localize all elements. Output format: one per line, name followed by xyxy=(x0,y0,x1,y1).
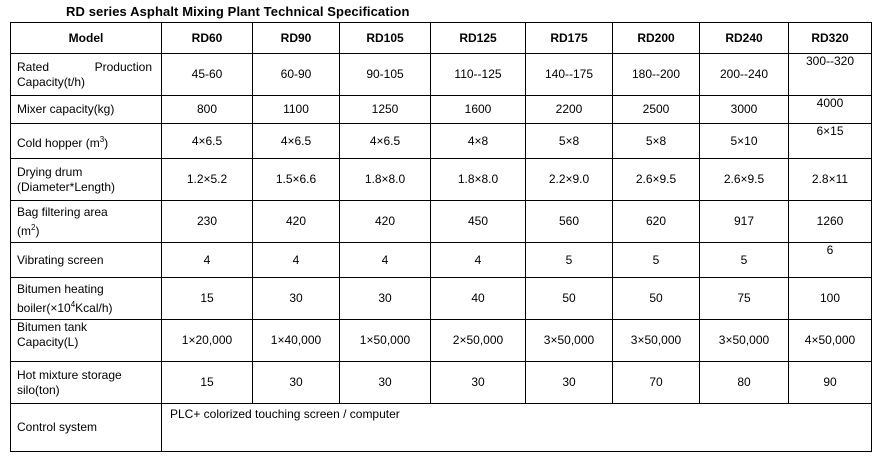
table-cell: 5 xyxy=(613,243,700,278)
table-cell: 45-60 xyxy=(162,54,253,96)
table-cell: 3×50,000 xyxy=(700,320,789,362)
table-row xyxy=(11,54,872,96)
row-label: Cold hopper $(m^3)$ xyxy=(11,124,162,159)
table-cell: 4 xyxy=(162,243,253,278)
table-cell: 917 xyxy=(700,201,789,243)
row-label: Vibrating screen xyxy=(11,243,162,278)
table-cell: 200--240 xyxy=(700,54,789,96)
table-cell: 90-105 xyxy=(340,54,431,96)
row-label: Bitumen tank Capacity(L) xyxy=(11,320,162,362)
table-cell: 4 xyxy=(340,243,431,278)
table-cell: 300--320 xyxy=(789,54,872,96)
table-cell: 1.2×5.2 xyxy=(162,159,253,201)
table-cell: 1.8×8.0 xyxy=(340,159,431,201)
table-cell: 30 xyxy=(253,278,340,320)
table-cell: 450 xyxy=(431,201,526,243)
table-cell: 4000 xyxy=(789,96,872,124)
table-cell: 50 xyxy=(613,278,700,320)
table-cell: 800 xyxy=(162,96,253,124)
table-cell: 2500 xyxy=(613,96,700,124)
table-cell: 1×40,000 xyxy=(253,320,340,362)
table-row xyxy=(11,243,872,278)
table-cell: 6 xyxy=(789,243,872,278)
table-cell: 2200 xyxy=(526,96,613,124)
table-row xyxy=(11,201,872,243)
table-row xyxy=(11,362,872,404)
table-cell: 110--125 xyxy=(431,54,526,96)
table-cell: 1260 xyxy=(789,201,872,243)
table-cell: 1.8×8.0 xyxy=(431,159,526,201)
table-row xyxy=(11,320,872,362)
table-cell: 80 xyxy=(700,362,789,404)
table-cell: 2.6×9.5 xyxy=(700,159,789,201)
table-cell: 30 xyxy=(340,278,431,320)
table-cell: 4×50,000 xyxy=(789,320,872,362)
table-cell: 90 xyxy=(789,362,872,404)
page-title: RD series Asphalt Mixing Plant Technical Specification xyxy=(66,4,410,19)
table-cell: 560 xyxy=(526,201,613,243)
table-cell: 2.8×11 xyxy=(789,159,872,201)
spec-table xyxy=(10,22,872,452)
table-cell: 15 xyxy=(162,278,253,320)
table-cell: 1×50,000 xyxy=(340,320,431,362)
table-cell: 1×20,000 xyxy=(162,320,253,362)
header-model: RD200 xyxy=(613,23,700,54)
row-label: Control system xyxy=(11,404,162,452)
row-label: Bag filtering area $(m^2)$ xyxy=(11,201,162,243)
table-cell: 70 xyxy=(613,362,700,404)
table-row xyxy=(11,124,872,159)
header-model: RD90 xyxy=(253,23,340,54)
table-cell: 5 xyxy=(526,243,613,278)
table-cell: 5×8 xyxy=(613,124,700,159)
table-row xyxy=(11,159,872,201)
table-cell: 6×15 xyxy=(789,124,872,159)
header-model: RD175 xyxy=(526,23,613,54)
row-label: Hot mixture storage silo(ton) xyxy=(11,362,162,404)
table-row xyxy=(11,96,872,124)
table-cell: 2.6×9.5 xyxy=(613,159,700,201)
table-cell: 1600 xyxy=(431,96,526,124)
table-row xyxy=(11,278,872,320)
table-cell: 15 xyxy=(162,362,253,404)
table-cell: 60-90 xyxy=(253,54,340,96)
table-cell: 2×50,000 xyxy=(431,320,526,362)
table-cell: 5×10 xyxy=(700,124,789,159)
table-cell: 3×50,000 xyxy=(526,320,613,362)
table-cell: 5 xyxy=(700,243,789,278)
table-cell: 40 xyxy=(431,278,526,320)
header-model: RD240 xyxy=(700,23,789,54)
table-cell: 1.5×6.6 xyxy=(253,159,340,201)
table-cell: 50 xyxy=(526,278,613,320)
header-model: RD105 xyxy=(340,23,431,54)
header-label: Model xyxy=(11,23,162,54)
table-cell: 140--175 xyxy=(526,54,613,96)
table-cell: 100 xyxy=(789,278,872,320)
table-cell: 4×6.5 xyxy=(162,124,253,159)
table-cell: 4×6.5 xyxy=(340,124,431,159)
control-system-value: PLC+ colorized touching screen / computer xyxy=(162,404,872,452)
header-model: RD320 xyxy=(789,23,872,54)
row-label: Rated Production Capacity(t/h) xyxy=(11,54,162,96)
table-cell: 5×8 xyxy=(526,124,613,159)
table-cell: 3×50,000 xyxy=(613,320,700,362)
table-row xyxy=(11,404,872,452)
header-row xyxy=(11,23,872,54)
table-cell: 1250 xyxy=(340,96,431,124)
table-cell: 3000 xyxy=(700,96,789,124)
table-cell: 4 xyxy=(253,243,340,278)
table-cell: 75 xyxy=(700,278,789,320)
header-model: RD60 xyxy=(162,23,253,54)
table-cell: 30 xyxy=(253,362,340,404)
table-cell: 2.2×9.0 xyxy=(526,159,613,201)
row-label: Mixer capacity(kg) xyxy=(11,96,162,124)
table-cell: 1100 xyxy=(253,96,340,124)
table-cell: 620 xyxy=(613,201,700,243)
table-cell: 420 xyxy=(253,201,340,243)
header-model: RD125 xyxy=(431,23,526,54)
row-label: Drying drum (Diameter*Length) xyxy=(11,159,162,201)
row-label: Bitumen heating $boiler(\times 10^4Kcal/h)$ xyxy=(11,278,162,320)
table-cell: 30 xyxy=(431,362,526,404)
table-cell: 30 xyxy=(340,362,431,404)
table-cell: 180--200 xyxy=(613,54,700,96)
table-cell: 420 xyxy=(340,201,431,243)
table-cell: 4 xyxy=(431,243,526,278)
table-cell: 4×8 xyxy=(431,124,526,159)
table-cell: 4×6.5 xyxy=(253,124,340,159)
table-cell: 230 xyxy=(162,201,253,243)
table-cell: 30 xyxy=(526,362,613,404)
